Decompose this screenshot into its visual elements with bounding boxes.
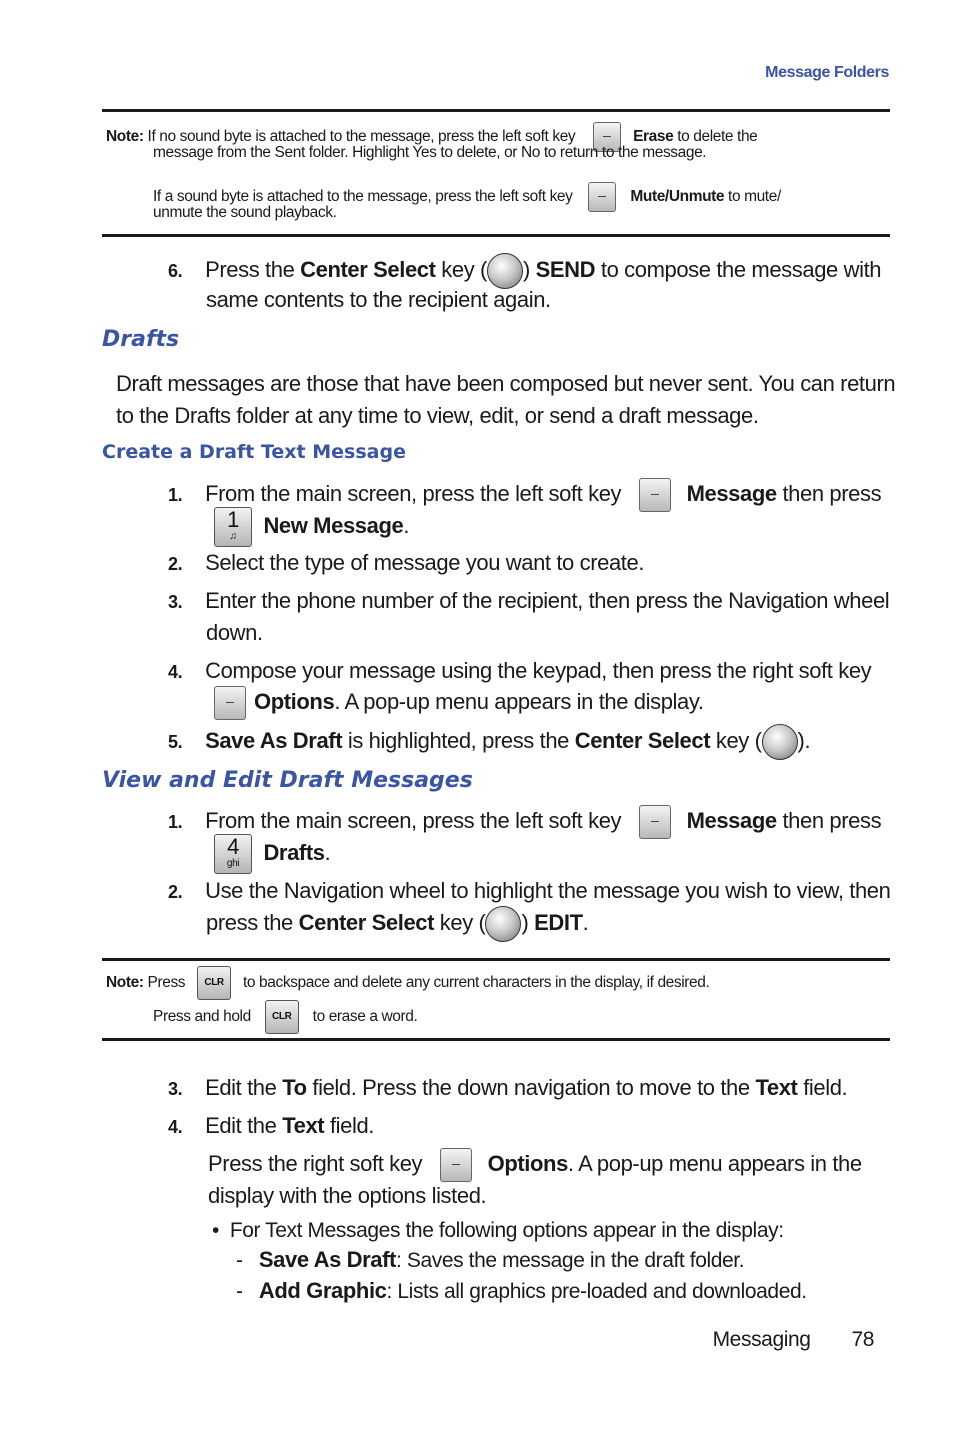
step-text: ) — [522, 256, 530, 282]
step-text: then press — [782, 481, 882, 506]
step-text: key ( — [715, 727, 762, 753]
note-line-4: unmute the sound playback. — [153, 204, 337, 221]
step-number: 1. — [168, 812, 183, 832]
step-number: 2. — [168, 882, 183, 902]
text-field-label: Text — [755, 1075, 798, 1100]
note-line-2: message from the Sent folder. Highlight Yes to delete, or No to return to the message. — [153, 144, 707, 161]
step-text: From the main screen, press the left soft key — [205, 481, 622, 506]
note-text: to backspace and delete any current characters in the display, if desired. — [243, 974, 710, 992]
step-text: . A pop-up menu appears in the display. — [334, 689, 704, 714]
view-step-1-line-2 — [214, 834, 330, 874]
step-text: then press — [782, 808, 882, 833]
step-text: field. Press the down navigation to move to the — [312, 1075, 750, 1100]
option-description: : Lists all graphics pre-loaded and downloaded. — [386, 1280, 807, 1303]
step-text: press the — [206, 909, 293, 935]
options-label: Options — [487, 1151, 568, 1176]
create-step-3-line-2: down. — [206, 620, 263, 645]
note-text: If no sound byte is attached to the message, press the left soft key — [147, 128, 576, 146]
key-1-icon: 1 ♫ — [214, 507, 252, 547]
footer-section: Messaging — [712, 1328, 811, 1351]
right-soft-key-icon — [214, 686, 246, 720]
key-4-icon — [214, 834, 252, 874]
view-edit-heading: View and Edit Draft Messages — [102, 768, 473, 793]
step-text: Press the — [205, 256, 295, 282]
note-text: to delete the — [677, 128, 758, 146]
left-soft-key-icon — [588, 182, 616, 212]
create-draft-heading: Create a Draft Text Message — [102, 441, 406, 463]
step-text: From the main screen, press the left soft key — [205, 808, 622, 833]
option-description: : Saves the message in the draft folder. — [395, 1249, 745, 1272]
edit-step-3 — [168, 1072, 847, 1105]
text-field-label: Text — [282, 1113, 325, 1138]
message-label: Message — [686, 481, 777, 506]
step-text: Use the Navigation wheel to highlight the message you wish to view, then — [205, 878, 891, 903]
option-save-as-draft — [236, 1245, 744, 1276]
left-soft-key-icon — [639, 478, 671, 512]
step-text: Select the type of message you want to create. — [205, 550, 645, 575]
note-text: to mute/ — [728, 188, 781, 206]
create-step-1-line-2 — [214, 507, 409, 547]
clr-key-icon: CLR — [265, 1000, 299, 1034]
note-label: Note: — [106, 128, 144, 146]
step-number: 4. — [168, 1117, 183, 1137]
step-number: 4. — [168, 662, 183, 682]
key-letters: ghi — [226, 858, 240, 869]
step-text: field. — [803, 1075, 848, 1100]
center-select-key-icon — [762, 724, 798, 760]
right-soft-key-icon — [440, 1148, 472, 1182]
step-text: Enter the phone number of the recipient, then press the Navigation wheel — [205, 588, 890, 613]
create-step-4-line-2 — [208, 686, 704, 720]
view-step-2 — [168, 875, 890, 908]
step-text: is highlighted, press the — [347, 727, 569, 753]
step-number: 2. — [168, 554, 183, 574]
note-2-bottom-rule — [102, 1038, 890, 1041]
edit-step-4-para — [208, 1148, 862, 1182]
step-text: to compose the message with — [600, 256, 882, 282]
step-number: 1. — [168, 485, 183, 505]
view-step-2-line-2 — [206, 906, 588, 942]
note-text: Press — [147, 974, 186, 992]
step-text: . — [582, 909, 589, 935]
step-text: ) — [521, 909, 529, 935]
option-add-graphic — [236, 1276, 807, 1307]
note-2-top-rule — [102, 958, 890, 961]
step-text: Press the right soft key — [208, 1151, 423, 1176]
drafts-label: Drafts — [263, 839, 325, 865]
create-step-2 — [168, 547, 644, 580]
center-select-key-icon — [485, 906, 521, 942]
note-text: to erase a word. — [312, 1008, 418, 1026]
key-digit: 4 — [227, 834, 239, 859]
options-bullet — [212, 1216, 784, 1246]
note-label: Note: — [106, 974, 144, 992]
center-select-label: Center Select — [300, 256, 436, 282]
step-text: field. — [329, 1113, 375, 1138]
note-text: Press and hold — [153, 1008, 251, 1026]
step-6-line-2: same contents to the recipient again. — [206, 287, 551, 312]
step-text: Edit the — [205, 1113, 277, 1138]
page-footer — [713, 1328, 874, 1352]
step-text: . A pop-up menu appears in the — [567, 1151, 862, 1176]
step-text: key ( — [439, 909, 486, 935]
drafts-para-2: to the Drafts folder at any time to view, edit, or send a draft message. — [116, 403, 759, 428]
edit-label: EDIT — [534, 909, 583, 935]
send-label: SEND — [535, 256, 596, 282]
new-message-label: New Message — [263, 512, 404, 538]
clr-key-icon: CLR — [197, 966, 231, 1000]
drafts-heading: Drafts — [102, 327, 180, 352]
bullet: • — [212, 1219, 219, 1242]
step-number: 3. — [168, 1079, 183, 1099]
center-select-label: Center Select — [574, 727, 711, 753]
save-as-draft-label: Save As Draft — [258, 1247, 396, 1272]
bullet-text: For Text Messages the following options appear in the display: — [229, 1219, 784, 1242]
note-bottom-rule — [102, 234, 890, 237]
to-field-label: To — [282, 1075, 307, 1100]
step-text: ). — [797, 727, 811, 753]
step-text: . — [403, 512, 410, 538]
dash: - — [236, 1280, 243, 1303]
step-number: 6. — [168, 260, 183, 281]
step-text: key ( — [441, 256, 487, 282]
save-as-draft-label: Save As Draft — [205, 727, 343, 753]
step-text: Edit the — [205, 1075, 277, 1100]
note-2-line-1 — [106, 966, 709, 1000]
note-2-line-2 — [153, 1000, 417, 1034]
edit-step-4 — [168, 1110, 374, 1143]
drafts-para-1: Draft messages are those that have been composed but never sent. You can return — [116, 371, 896, 396]
mute-unmute-label: Mute/Unmute — [630, 188, 725, 206]
message-label: Message — [686, 808, 777, 833]
create-step-4 — [168, 655, 871, 688]
note-top-rule — [102, 109, 890, 112]
create-step-5 — [168, 724, 810, 760]
step-text: . — [324, 839, 331, 865]
dash: - — [236, 1249, 243, 1272]
edit-step-4-para-line-2: display with the options listed. — [208, 1183, 487, 1208]
step-text: Compose your message using the keypad, then press the right soft key — [205, 658, 872, 683]
add-graphic-label: Add Graphic — [258, 1278, 387, 1303]
note-text: If a sound byte is attached to the message, press the left soft key — [153, 188, 573, 206]
step-number: 3. — [168, 592, 183, 612]
page-number: 78 — [851, 1328, 874, 1351]
erase-label: Erase — [633, 128, 674, 146]
options-label: Options — [254, 689, 335, 714]
key-digit: 1 — [227, 507, 239, 532]
running-header: Message Folders — [765, 64, 889, 81]
create-step-3 — [168, 585, 889, 618]
center-select-label: Center Select — [298, 909, 435, 935]
step-number: 5. — [168, 731, 183, 752]
left-soft-key-icon — [639, 805, 671, 839]
